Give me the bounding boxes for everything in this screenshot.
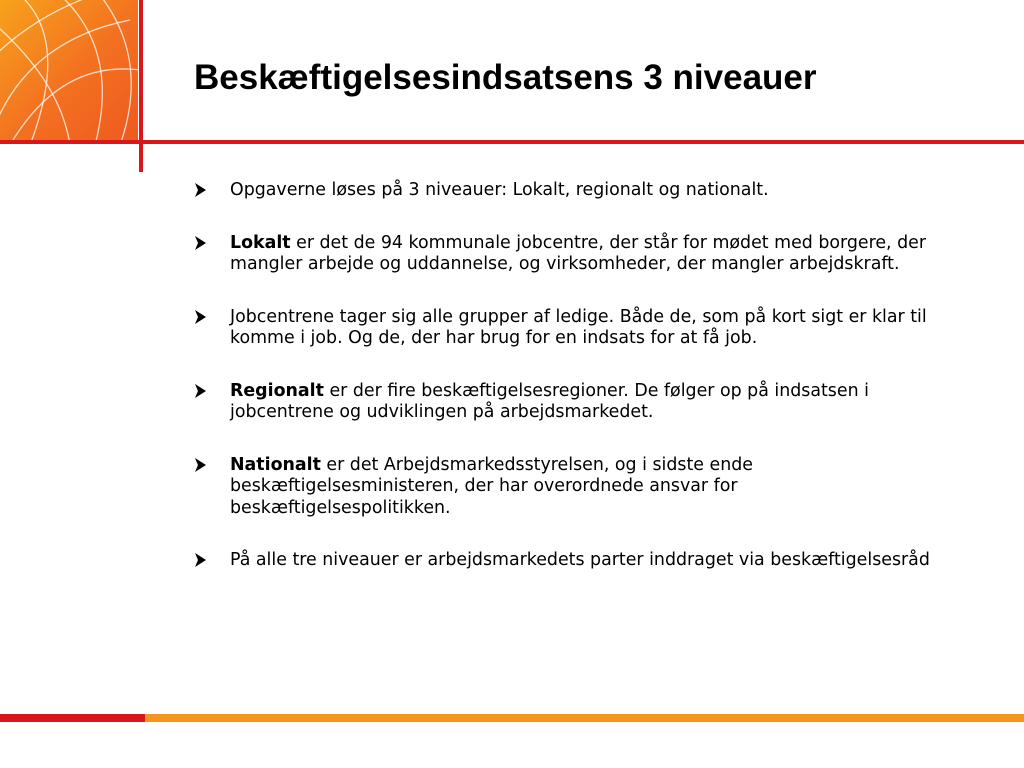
- vertical-red-rule: [139, 0, 143, 172]
- arrowhead-bullet-icon: [194, 456, 208, 474]
- bullet-bold-lead: Lokalt: [230, 232, 291, 253]
- bullet-item: [190, 180, 950, 202]
- bullet-item: [190, 233, 950, 276]
- bullet-list: [190, 180, 950, 603]
- bullet-item: [190, 381, 950, 424]
- bullet-text: er der fire beskæftigelsesregioner. De følger op på indsatsen i jobcentrene og udviklingen på arbejdsmarkedet.: [230, 380, 869, 422]
- footer-bar: [0, 714, 1024, 722]
- footer-bar-orange-segment: [145, 714, 1024, 722]
- title-red-rule: [0, 140, 1024, 144]
- arrowhead-bullet-icon: [194, 234, 208, 252]
- bullet-text: På alle tre niveauer er arbejdsmarkedets parter inddraget via beskæftigelsesråd: [230, 550, 930, 570]
- arrowhead-bullet-icon: [194, 181, 208, 199]
- footer-bar-red-segment: [0, 714, 145, 722]
- bullet-item: [190, 550, 950, 572]
- orange-corner-logo: [0, 0, 138, 140]
- slide-title: Beskæftigelsesindsatsens 3 niveauer: [194, 58, 817, 97]
- bullet-bold-lead: Regionalt: [230, 380, 324, 401]
- bullet-text: Jobcentrene tager sig alle grupper af ledige. Både de, som på kort sigt er klar til komme i job. Og de, der har brug for en indsats for at få job.: [230, 306, 927, 348]
- arrowhead-bullet-icon: [194, 382, 208, 400]
- bullet-text: er det de 94 kommunale jobcentre, der står for mødet med borgere, der mangler arbejde og uddannelse, og virksomheder, der mangler arbejdskraft.: [230, 232, 927, 274]
- bullet-bold-lead: Nationalt: [230, 454, 321, 475]
- arrowhead-bullet-icon: [194, 551, 208, 569]
- bullet-item: [190, 307, 950, 350]
- bullet-text: er det Arbejdsmarkedsstyrelsen, og i sidste ende beskæftigelsesministeren, der har overordnede ansvar for beskæftigelsespolitikken.: [230, 454, 753, 518]
- bullet-item: [190, 455, 950, 520]
- bullet-text: Opgaverne løses på 3 niveauer: Lokalt, regionalt og nationalt.: [230, 180, 769, 200]
- arrowhead-bullet-icon: [194, 308, 208, 326]
